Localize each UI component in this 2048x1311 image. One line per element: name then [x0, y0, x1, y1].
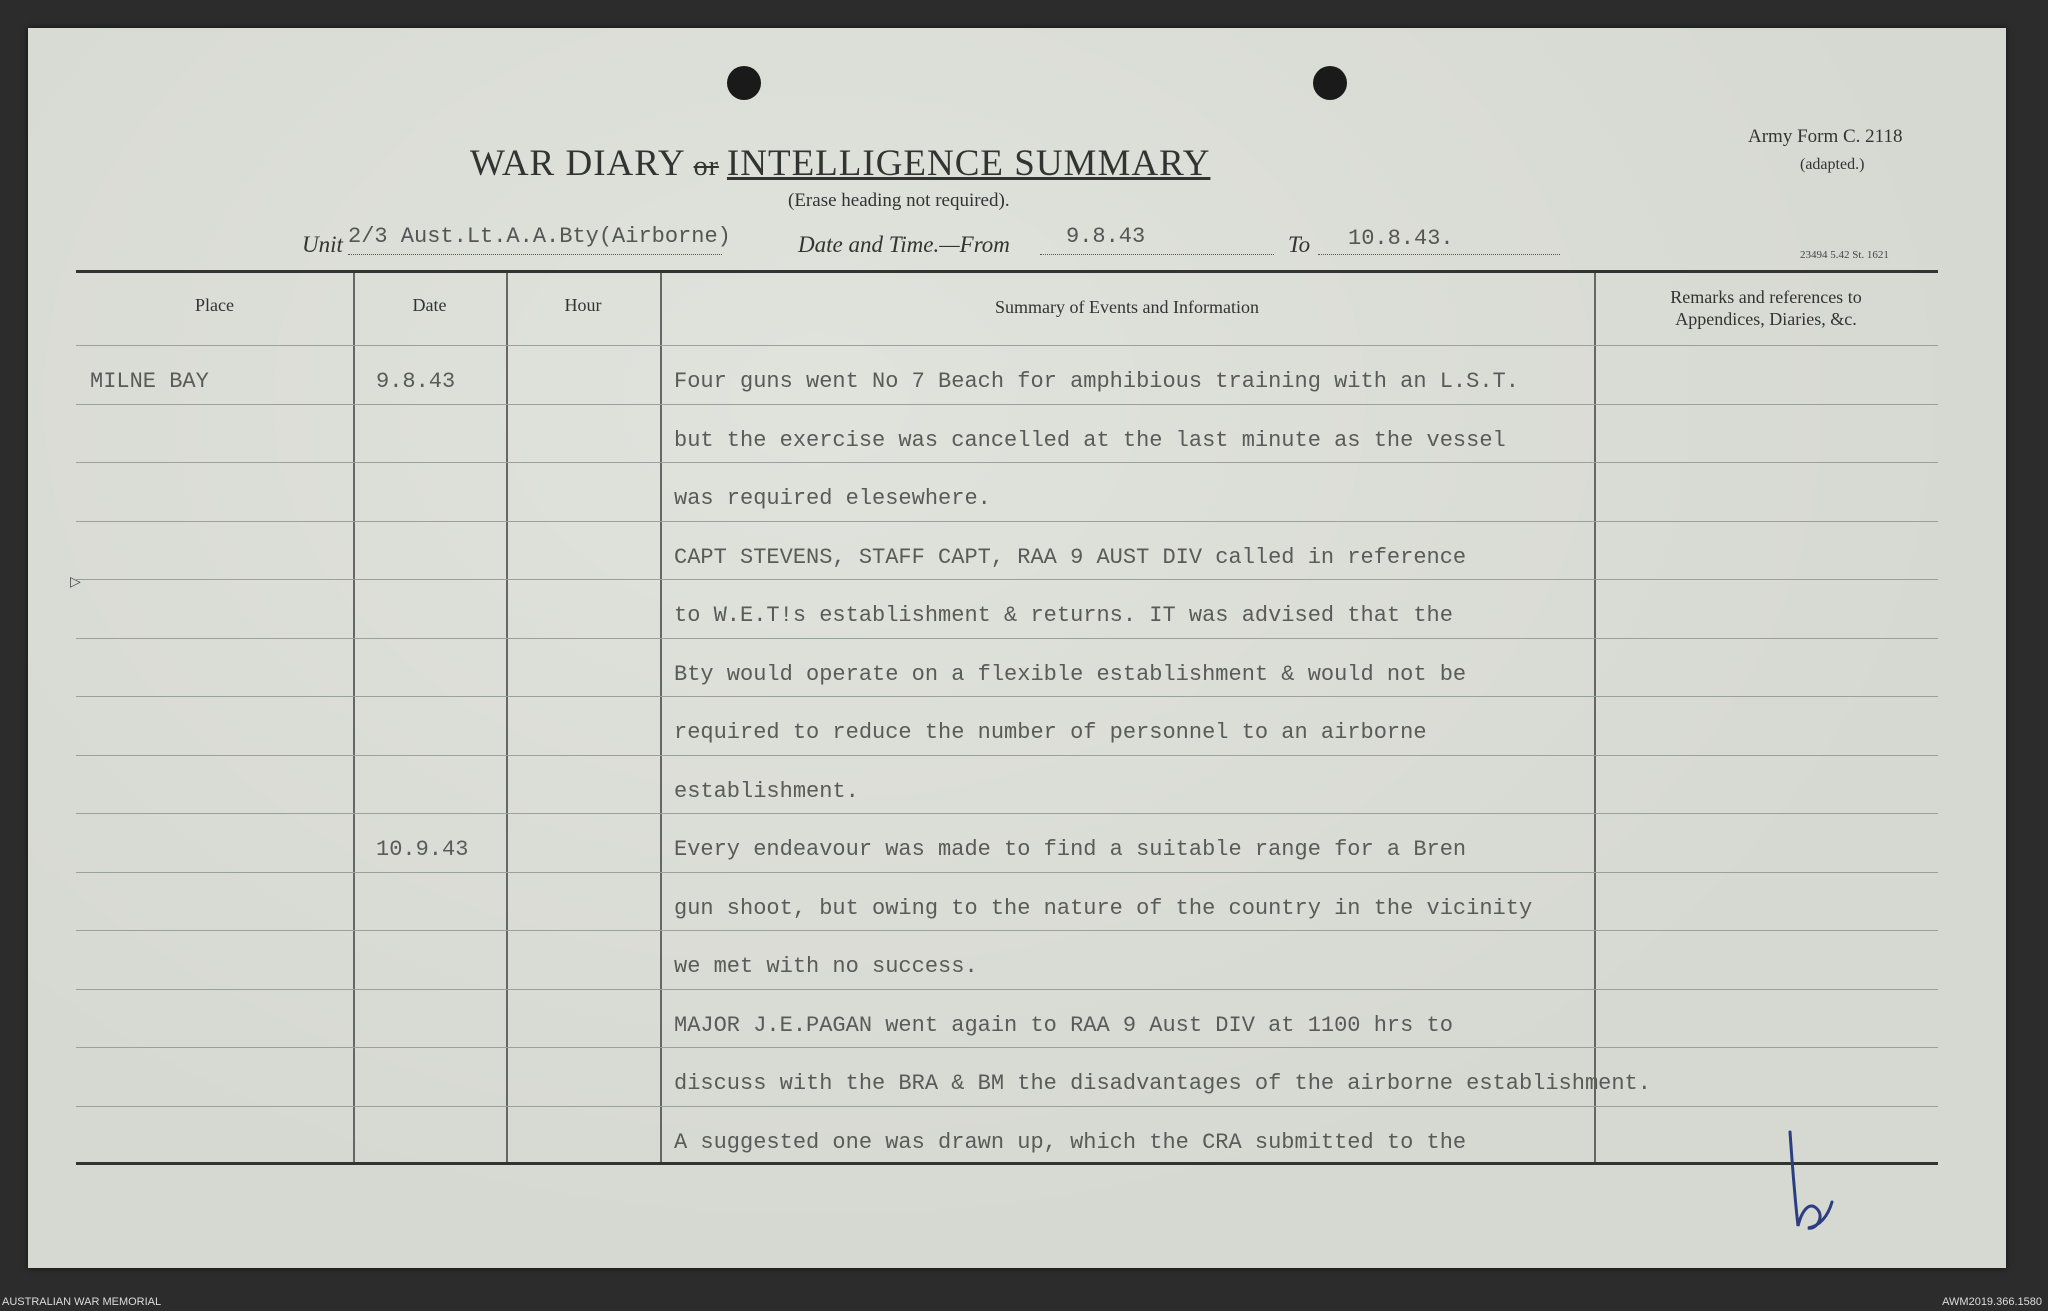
entry-text: MAJOR J.E.PAGAN went again to RAA 9 Aust DIV at 1100 hrs to — [674, 1013, 1453, 1038]
table-bottom-rule — [76, 1162, 1938, 1165]
unit-value: 2/3 Aust.Lt.A.A.Bty(Airborne) — [348, 224, 731, 249]
entry-text: Bty would operate on a flexible establishment & would not be — [674, 662, 1467, 687]
from-underline — [1040, 254, 1274, 255]
unit-underline — [348, 254, 722, 255]
entry-text: to W.E.T!s establishment & returns. IT was advised that the — [674, 603, 1453, 628]
entry-text: we met with no success. — [674, 954, 978, 979]
entry-place: MILNE BAY — [90, 369, 209, 394]
entry-text: Four guns went No 7 Beach for amphibious training with an L.S.T. — [674, 369, 1519, 394]
initials-signature — [1780, 1130, 1840, 1240]
row-rule — [76, 1106, 1938, 1107]
table-top-rule — [76, 270, 1938, 273]
to-label: To — [1288, 232, 1311, 257]
row-rule — [76, 930, 1938, 931]
entry-text: CAPT STEVENS, STAFF CAPT, RAA 9 AUST DIV called in reference — [674, 545, 1467, 570]
entry-date: 10.9.43 — [376, 837, 469, 862]
row-rule — [76, 579, 1938, 580]
footer-left: AUSTRALIAN WAR MEMORIAL — [2, 1296, 162, 1308]
print-code: 23494 5.42 St. 1621 — [1800, 249, 1889, 261]
row-rule — [76, 638, 1938, 639]
title-or: or — [693, 151, 719, 182]
entry-text: but the exercise was cancelled at the last minute as the vessel — [674, 428, 1506, 453]
army-form-number: Army Form C. 2118 — [1748, 126, 1903, 147]
row-rule — [76, 813, 1938, 814]
title-intelligence-summary: INTELLIGENCE SUMMARY — [726, 143, 1211, 184]
row-rule — [76, 521, 1938, 522]
col-head-place: Place — [195, 295, 234, 315]
entry-text: was required elesewhere. — [674, 486, 991, 511]
col-head-date: Date — [412, 295, 447, 315]
row-rule — [76, 345, 1938, 346]
footer-right: AWM2019.366.1580 — [1942, 1296, 2042, 1308]
remarks-line2: Appendices, Diaries, &c. — [1675, 309, 1857, 329]
punch-hole-left — [727, 66, 761, 100]
col-divider-date — [506, 273, 508, 1162]
from-value: 9.8.43 — [1066, 224, 1146, 249]
row-rule — [76, 462, 1938, 463]
punch-hole-right — [1313, 66, 1347, 100]
unit-label: Unit — [302, 232, 343, 257]
entry-text: establishment. — [674, 779, 859, 804]
margin-arrow-icon: ▷ — [70, 575, 81, 590]
col-head-hour: Hour — [564, 295, 602, 315]
row-rule — [76, 696, 1938, 697]
col-head-remarks — [1594, 286, 1938, 330]
entry-text: Every endeavour was made to find a suitable range for a Bren — [674, 837, 1467, 862]
title-war-diary: WAR DIARY — [470, 143, 686, 184]
remarks-line1: Remarks and references to — [1670, 287, 1862, 307]
entry-text: A suggested one was drawn up, which the CRA submitted to the — [674, 1130, 1467, 1155]
to-underline — [1318, 254, 1560, 255]
entry-date: 9.8.43 — [376, 369, 456, 394]
row-rule — [76, 989, 1938, 990]
col-divider-place — [353, 273, 355, 1162]
row-rule — [76, 872, 1938, 873]
entry-text: gun shoot, but owing to the nature of the country in the vicinity — [674, 896, 1533, 921]
row-rule — [76, 404, 1938, 405]
erase-note: (Erase heading not required). — [788, 190, 1010, 211]
row-rule — [76, 755, 1938, 756]
col-divider-summary — [1594, 273, 1596, 1162]
entry-text: required to reduce the number of personnel to an airborne — [674, 720, 1427, 745]
date-time-label: Date and Time.—From — [798, 232, 1010, 257]
adapted-note: (adapted.) — [1800, 156, 1865, 173]
form-title — [470, 142, 1210, 185]
col-divider-hour — [660, 273, 662, 1162]
row-rule — [76, 1047, 1938, 1048]
col-head-summary: Summary of Events and Information — [995, 297, 1259, 317]
to-value: 10.8.43. — [1348, 226, 1454, 251]
entry-text: discuss with the BRA & BM the disadvantages of the airborne establishment. — [674, 1071, 1651, 1096]
unit-date-line — [302, 224, 1562, 260]
